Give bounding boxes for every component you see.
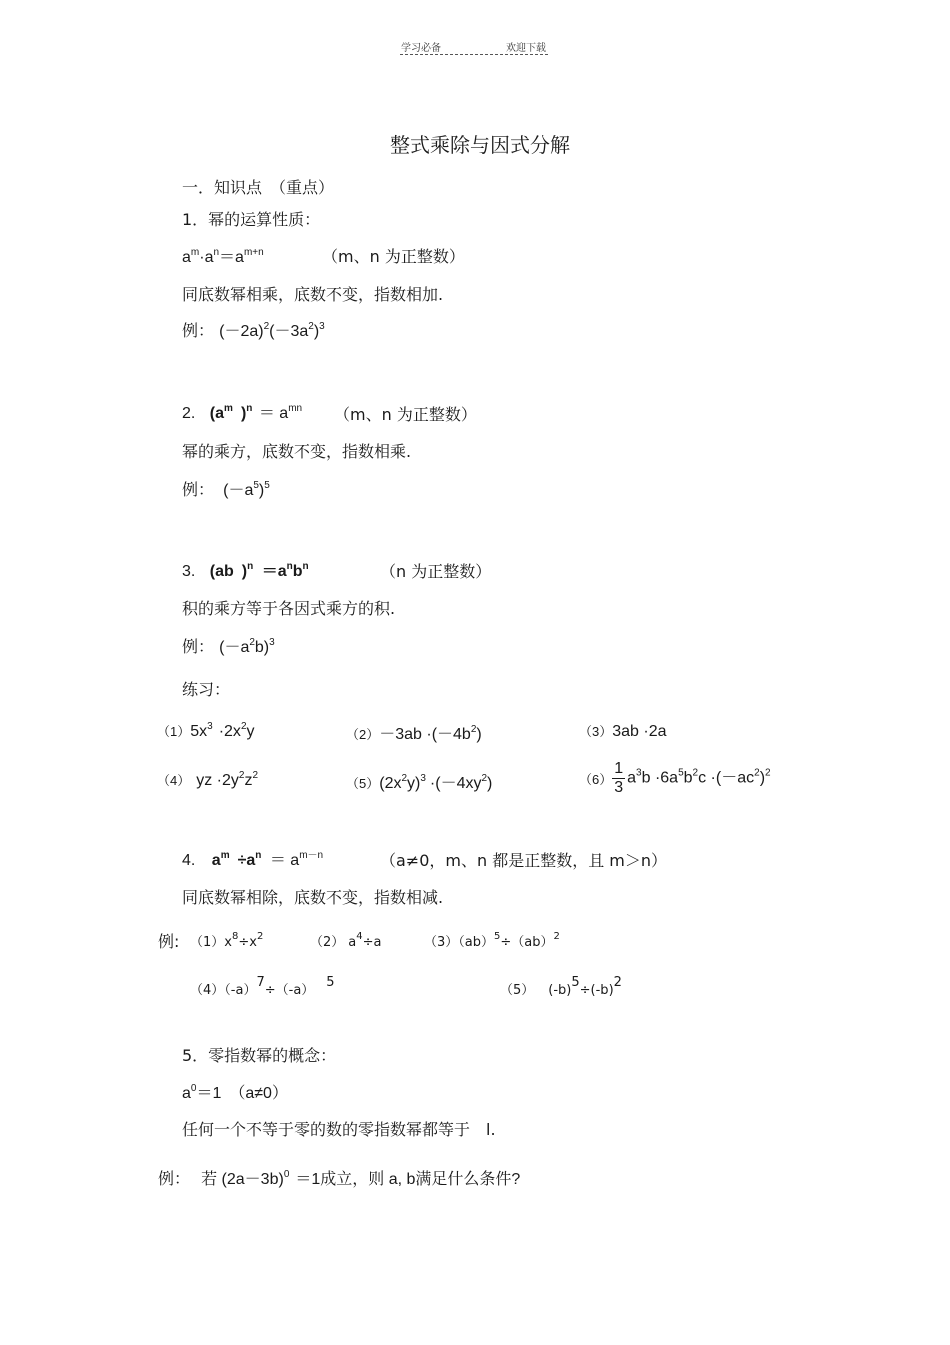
fraction-one-third: $\frac{1}{3}$ [614,760,624,796]
header-divider [400,54,548,55]
property-4-example-2: （2） $a^4\div a$ [310,931,382,950]
property-2-condition: （m、n 为正整数） [334,405,477,424]
property-4-example-3: （3）（ab）$^5$÷（ab）$^2$ [424,931,560,950]
property-4-condition: （a≠0，m、n 都是正整数，且 m＞n） [380,851,668,870]
practice-item-5: $(5)(2x^2y)^3 \cdot(-4xy^2)$ [346,773,493,792]
section-heading: 一．知识点 （重点） [182,178,335,197]
property-4-example-5: （5） $(-b)^5\div(-b)^2$ [500,975,622,998]
property-1-heading: 1．幂的运算性质： [182,210,321,229]
property-2-formula: 2. ($a^m$ )$^n = a^{mn}$ [182,403,303,422]
practice-item-3: （3）3ab ·2a [579,723,667,740]
header-right: 欢迎下载 [506,43,546,54]
property-5-heading: 5．零指数幂的概念： [182,1046,337,1065]
property-1-condition: （m、n 为正整数） [322,247,465,266]
practice-label: 练习： [182,680,231,699]
page-title: 整式乘除与因式分解 [390,133,570,157]
property-5-description: 任何一个不等于零的数的零指数幂都等于 l. [182,1120,496,1139]
practice-item-4: （4） yz $\cdot 2y^2z^2$ [157,770,259,789]
property-2-example: 例： $(-a^5)^5$ [182,480,270,499]
property-1-example: 例： $(-2a)^2(-3a^2)^3$ [182,321,325,340]
property-4-example-4: $(4)(-a)^7\div(-a)^5$ [190,975,335,998]
property-2-description: 幂的乘方，底数不变，指数相乘. [182,442,412,461]
header-left: 学习必备 [401,43,441,54]
property-3-formula: 3. (ab )$^n =a^nb^n$ [182,561,309,580]
property-4-example-label: 例: [158,932,180,951]
property-5-example: 例： 若 $(2a-3b)^0 =1$成立，则 a, b满足什么条件? [158,1169,521,1188]
property-1-description: 同底数幂相乘，底数不变，指数相加. [182,285,444,304]
property-4-description: 同底数幂相除，底数不变，指数相减. [182,888,444,907]
property-3-condition: （n 为正整数） [380,562,492,581]
practice-item-1: $(1)5x^3 \cdot 2x^2y$ [157,721,255,740]
property-3-example: 例： $(-a^2b)^3$ [182,637,275,656]
property-1-formula: $a^m\cdot a^n=a^{m+n}$ [182,247,264,266]
practice-item-2: $(2)-3ab \cdot(-4b^2)$ [346,724,482,743]
property-4-formula: 4. $a^m \div a^n = a^{m-n}$ [182,850,324,869]
property-4-example-1: $(1)x^8\div x^2$ [190,931,264,950]
practice-item-6: （6） $\frac{1}{3}$ $a^3b \cdot 6a^5b^2c \cdot(-ac^2)^2$ [579,760,771,796]
property-3-description: 积的乘方等于各因式乘方的积. [182,599,396,618]
property-5-formula: $a^0=1$ （a≠0） [182,1083,288,1102]
